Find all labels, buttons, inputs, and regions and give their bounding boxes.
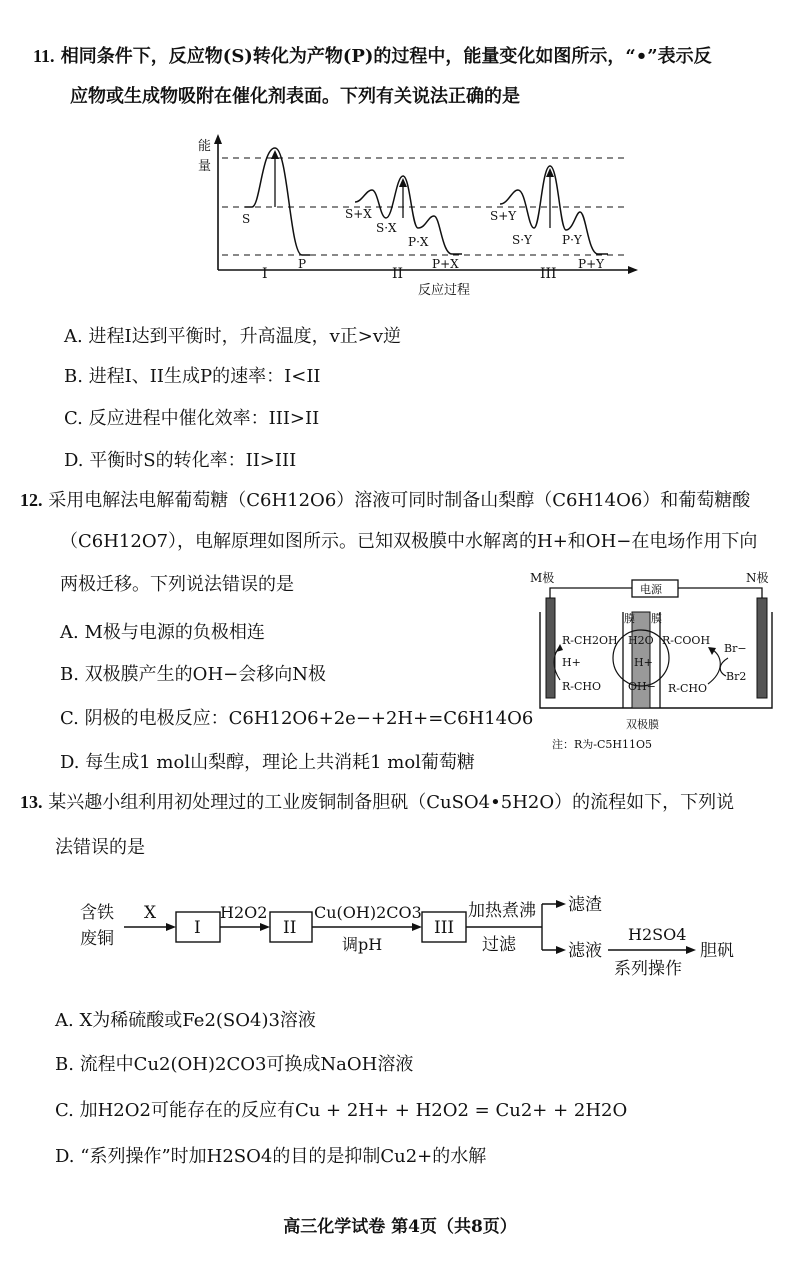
oh-mid-label: OH−	[628, 680, 656, 693]
q12-option-b: B. 双极膜产生的OH−会移向N极	[60, 664, 326, 685]
flow-op-filter: 过滤	[482, 935, 516, 955]
flow-start-line1: 含铁	[80, 903, 114, 923]
y-label-1: 能	[198, 139, 212, 154]
x-axis-label: 反应过程	[418, 283, 471, 298]
flow-arrow-1-head-icon	[166, 923, 176, 931]
q11-stem-line1: 11. 相同条件下，反应物(S)转化为产物(P)的过程中，能量变化如图所示，“•”表示反	[33, 46, 712, 67]
flow-series-ops: 系列操作	[614, 959, 682, 979]
r-cho-left-label: R-CHO	[562, 680, 602, 693]
wire-right	[678, 588, 762, 598]
membrane-left-label: 膜	[624, 612, 635, 625]
flow-reagent-h2o2: H2O2	[220, 903, 268, 922]
q11-option-d: D. 平衡时S的转化率：II>III	[64, 450, 297, 471]
q13-option-c: C. 加H2O2可能存在的反应有Cu + 2H+ + H2O2 = Cu2+ + 2H2O	[55, 1100, 628, 1121]
q11-option-c: C. 反应进程中催化效率：III>II	[64, 408, 320, 429]
diagram-note: 注：R为-C5H11O5	[552, 738, 653, 751]
flow-box-2-label: II	[283, 918, 297, 938]
flow-arrow-2-head-icon	[260, 923, 270, 931]
barrier-arrow-1-head-icon	[271, 150, 279, 159]
q11-option-b: B. 进程I、II生成P的速率：I<II	[64, 366, 321, 387]
q11-stem-line2: 应物或生成物吸附在催化剂表面。下列有关说法正确的是	[70, 86, 520, 107]
flow-adjust-ph: 调pH	[342, 935, 383, 954]
y-label-2: 量	[198, 159, 212, 174]
flow-box-1-label: I	[194, 918, 201, 938]
flow-branch-bottom-head-icon	[556, 946, 566, 954]
q13-number: 13.	[20, 792, 43, 812]
label-s-dot-y: S·Y	[512, 233, 532, 247]
label-p: P	[298, 257, 307, 271]
q13-option-d: D. “系列操作”时加H2SO4的目的是抑制Cu2+的水解	[55, 1146, 487, 1167]
flow-filtrate: 滤液	[568, 941, 602, 961]
q13-option-b: B. 流程中Cu2(OH)2CO3可换成NaOH溶液	[55, 1054, 414, 1075]
page-footer: 高三化学试卷 第4页（共8页）	[283, 1217, 517, 1237]
y-axis-arrow-icon	[214, 134, 222, 144]
flow-reagent-cu: Cu(OH)2CO3	[314, 903, 422, 922]
label-s-plus-x: S+X	[345, 207, 372, 221]
q11-energy-diagram	[190, 128, 640, 303]
wire-left	[550, 588, 632, 598]
label-s-dot-x: S·X	[376, 221, 397, 235]
label-p-dot-y: P·Y	[562, 233, 582, 247]
q12-stem-line1: 12. 采用电解法电解葡萄糖（C6H12O6）溶液可同时制备山梨醇（C6H14O6）和葡萄糖酸	[20, 490, 751, 511]
q11-number: 11.	[33, 46, 55, 66]
q12-option-d: D. 每生成1 mol山梨醇，理论上共消耗1 mol葡萄糖	[60, 752, 475, 773]
h-plus-left-label: H+	[562, 656, 581, 669]
flow-product: 胆矾	[700, 941, 734, 961]
x-axis-arrow-icon	[628, 266, 638, 274]
power-source-label: 电源	[640, 583, 662, 596]
m-electrode-label: M极	[530, 571, 555, 585]
q12-stem-line3: 两极迁移。下列说法错误的是	[60, 574, 294, 595]
label-process-3: III	[540, 266, 557, 282]
r-ch2oh-label: R-CH2OH	[562, 634, 618, 647]
label-p-dot-x: P·X	[408, 235, 429, 249]
q12-number: 12.	[20, 490, 43, 510]
flow-residue: 滤渣	[568, 895, 602, 915]
label-process-2: II	[392, 266, 404, 282]
q13-stem-line1: 13. 某兴趣小组利用初处理过的工业废铜制备胆矾（CuSO4•5H2O）的流程如下，下列说	[20, 792, 735, 813]
bipolar-membrane-label: 双极膜	[626, 718, 659, 731]
flow-arrow-3-head-icon	[412, 923, 422, 931]
label-p-plus-x: P+X	[432, 257, 459, 271]
h2o-label: H2O	[628, 634, 654, 647]
n-electrode-label: N极	[746, 571, 769, 585]
flow-reagent-h2so4: H2SO4	[628, 925, 687, 944]
label-p-plus-y: P+Y	[578, 257, 605, 271]
n-electrode	[757, 598, 767, 698]
label-process-1: I	[262, 266, 268, 282]
label-s: S	[242, 212, 251, 226]
h-plus-mid-label: H+	[634, 656, 653, 669]
flow-op-heat: 加热煮沸	[468, 901, 536, 921]
q12-electrolysis-diagram	[528, 568, 783, 756]
flow-reagent-x: X	[144, 903, 157, 923]
r-cooh-label: R-COOH	[662, 634, 711, 647]
membrane-right-label: 膜	[651, 612, 662, 625]
label-s-plus-y: S+Y	[490, 209, 517, 223]
flow-branch-top-head-icon	[556, 900, 566, 908]
q11-option-a: A. 进程I达到平衡时，升高温度，v正>v逆	[64, 326, 401, 347]
flow-start-line2: 废铜	[80, 929, 114, 949]
q13-flow-diagram	[80, 882, 780, 982]
q12-option-c: C. 阴极的电极反应：C6H12O6+2e−+2H+=C6H14O6	[60, 708, 534, 729]
flow-box-3-label: III	[434, 918, 455, 938]
m-electrode	[546, 598, 555, 698]
arrow-right-reaction	[708, 648, 720, 684]
flow-arrow-5-head-icon	[686, 946, 696, 954]
q12-option-a: A. M极与电源的负极相连	[60, 622, 265, 643]
q13-stem-line2: 法错误的是	[55, 837, 145, 858]
q12-stem-line2: （C6H12O7），电解原理如图所示。已知双极膜中水解离的H+和OH−在电场作用下向	[60, 531, 758, 552]
r-cho-right-label: R-CHO	[668, 682, 708, 695]
curve-process-1	[245, 148, 310, 255]
br2-label: Br2	[726, 670, 747, 683]
q13-option-a: A. X为稀硫酸或Fe2(SO4)3溶液	[55, 1010, 316, 1031]
br-minus-label: Br−	[724, 642, 747, 655]
